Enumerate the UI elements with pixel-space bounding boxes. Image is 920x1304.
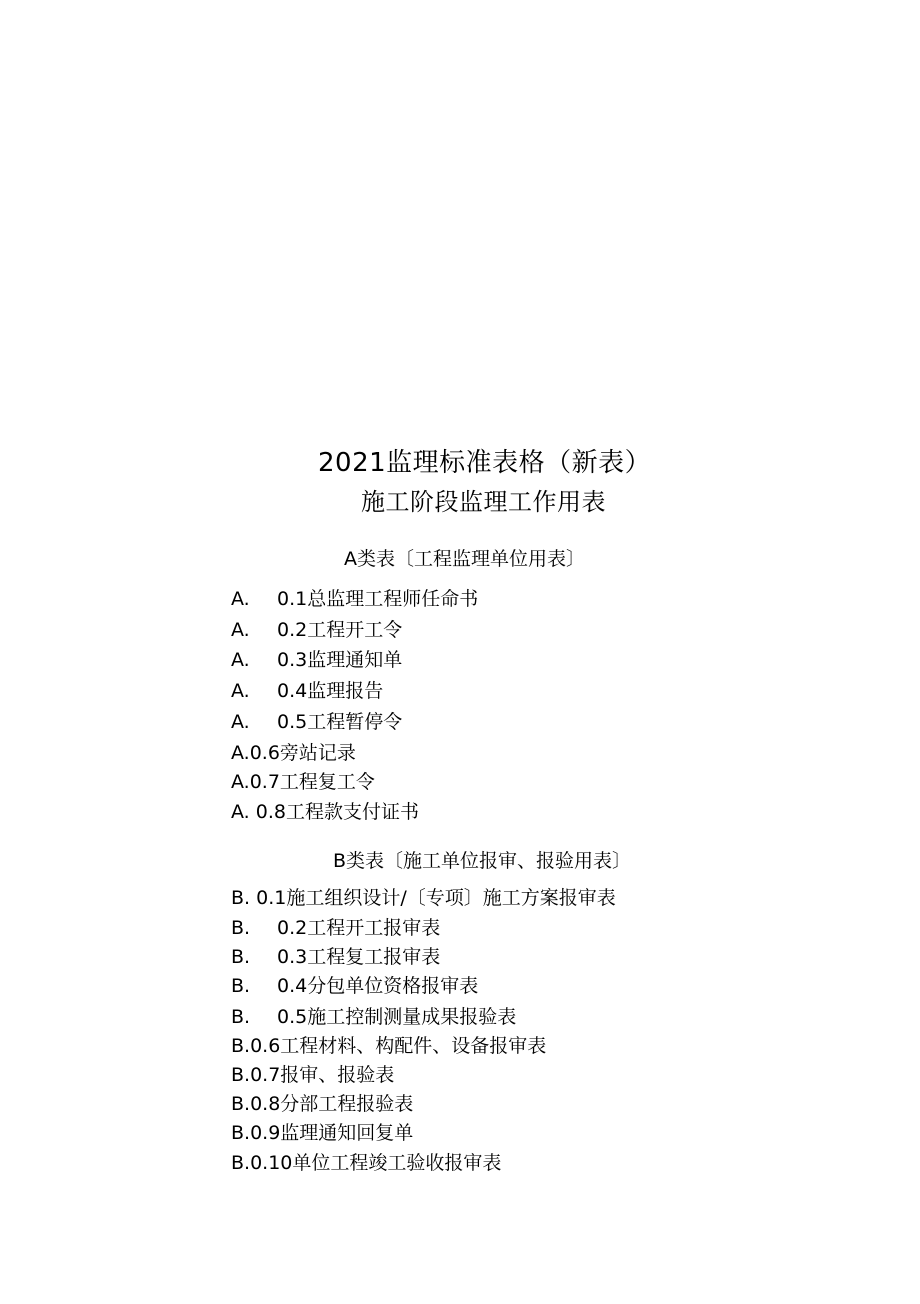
item-text: 0.4分包单位资格报审表	[277, 975, 479, 997]
list-item	[231, 1004, 516, 1030]
item-text: 0.1总监理工程师任命书	[277, 588, 479, 610]
item-text: B.0.6工程材料、构配件、设备报审表	[231, 1035, 547, 1057]
list-item	[231, 769, 375, 795]
item-text: A.0.6旁站记录	[231, 742, 356, 764]
document-subtitle: 施工阶段监理工作用表	[361, 488, 606, 516]
section-b-heading: B类表〔施工单位报审、报验用表〕	[333, 850, 632, 872]
list-item	[231, 885, 616, 911]
list-item	[231, 617, 402, 643]
item-text: B.0.8分部工程报验表	[231, 1093, 414, 1115]
item-text: B.0.10单位工程竣工验收报审表	[231, 1152, 502, 1174]
item-text: A.0.7工程复工令	[231, 771, 375, 793]
section-a-heading: A类表〔工程监理单位用表〕	[344, 548, 585, 570]
list-item	[231, 678, 383, 704]
list-item	[231, 973, 478, 999]
item-text: B.0.7报审、报验表	[231, 1064, 395, 1086]
list-item	[231, 1120, 413, 1146]
item-text: B. 0.1施工组织设计/〔专项〕施工方案报审表	[231, 887, 616, 909]
item-code: B.	[231, 946, 251, 968]
item-code: A.	[231, 588, 250, 610]
list-item	[231, 1150, 501, 1176]
item-text: 0.2工程开工令	[277, 619, 403, 641]
list-item	[231, 1033, 546, 1059]
item-code: A.	[231, 711, 250, 733]
item-text: B.0.9监理通知回复单	[231, 1122, 414, 1144]
item-text: A. 0.8工程款支付证书	[231, 801, 419, 823]
list-item	[231, 709, 402, 735]
item-code: A.	[231, 619, 250, 641]
item-code: A.	[231, 649, 250, 671]
item-code: B.	[231, 1006, 251, 1028]
item-text: 0.5工程暂停令	[277, 711, 403, 733]
item-text: 0.2工程开工报审表	[277, 917, 441, 939]
item-code: B.	[231, 975, 251, 997]
list-item	[231, 647, 402, 673]
item-code: B.	[231, 917, 251, 939]
item-code: A.	[231, 680, 250, 702]
item-text: 0.3工程复工报审表	[277, 946, 441, 968]
list-item	[231, 944, 440, 970]
item-text: 0.4监理报告	[277, 680, 384, 702]
list-item	[231, 586, 478, 612]
list-item	[231, 1091, 413, 1117]
list-item	[231, 1062, 394, 1088]
item-text: 0.5施工控制测量成果报验表	[277, 1006, 517, 1028]
list-item	[231, 799, 419, 825]
list-item	[231, 740, 356, 766]
document-title: 2021监理标准表格（新表）	[318, 448, 652, 478]
item-text: 0.3监理通知单	[277, 649, 403, 671]
list-item	[231, 915, 440, 941]
